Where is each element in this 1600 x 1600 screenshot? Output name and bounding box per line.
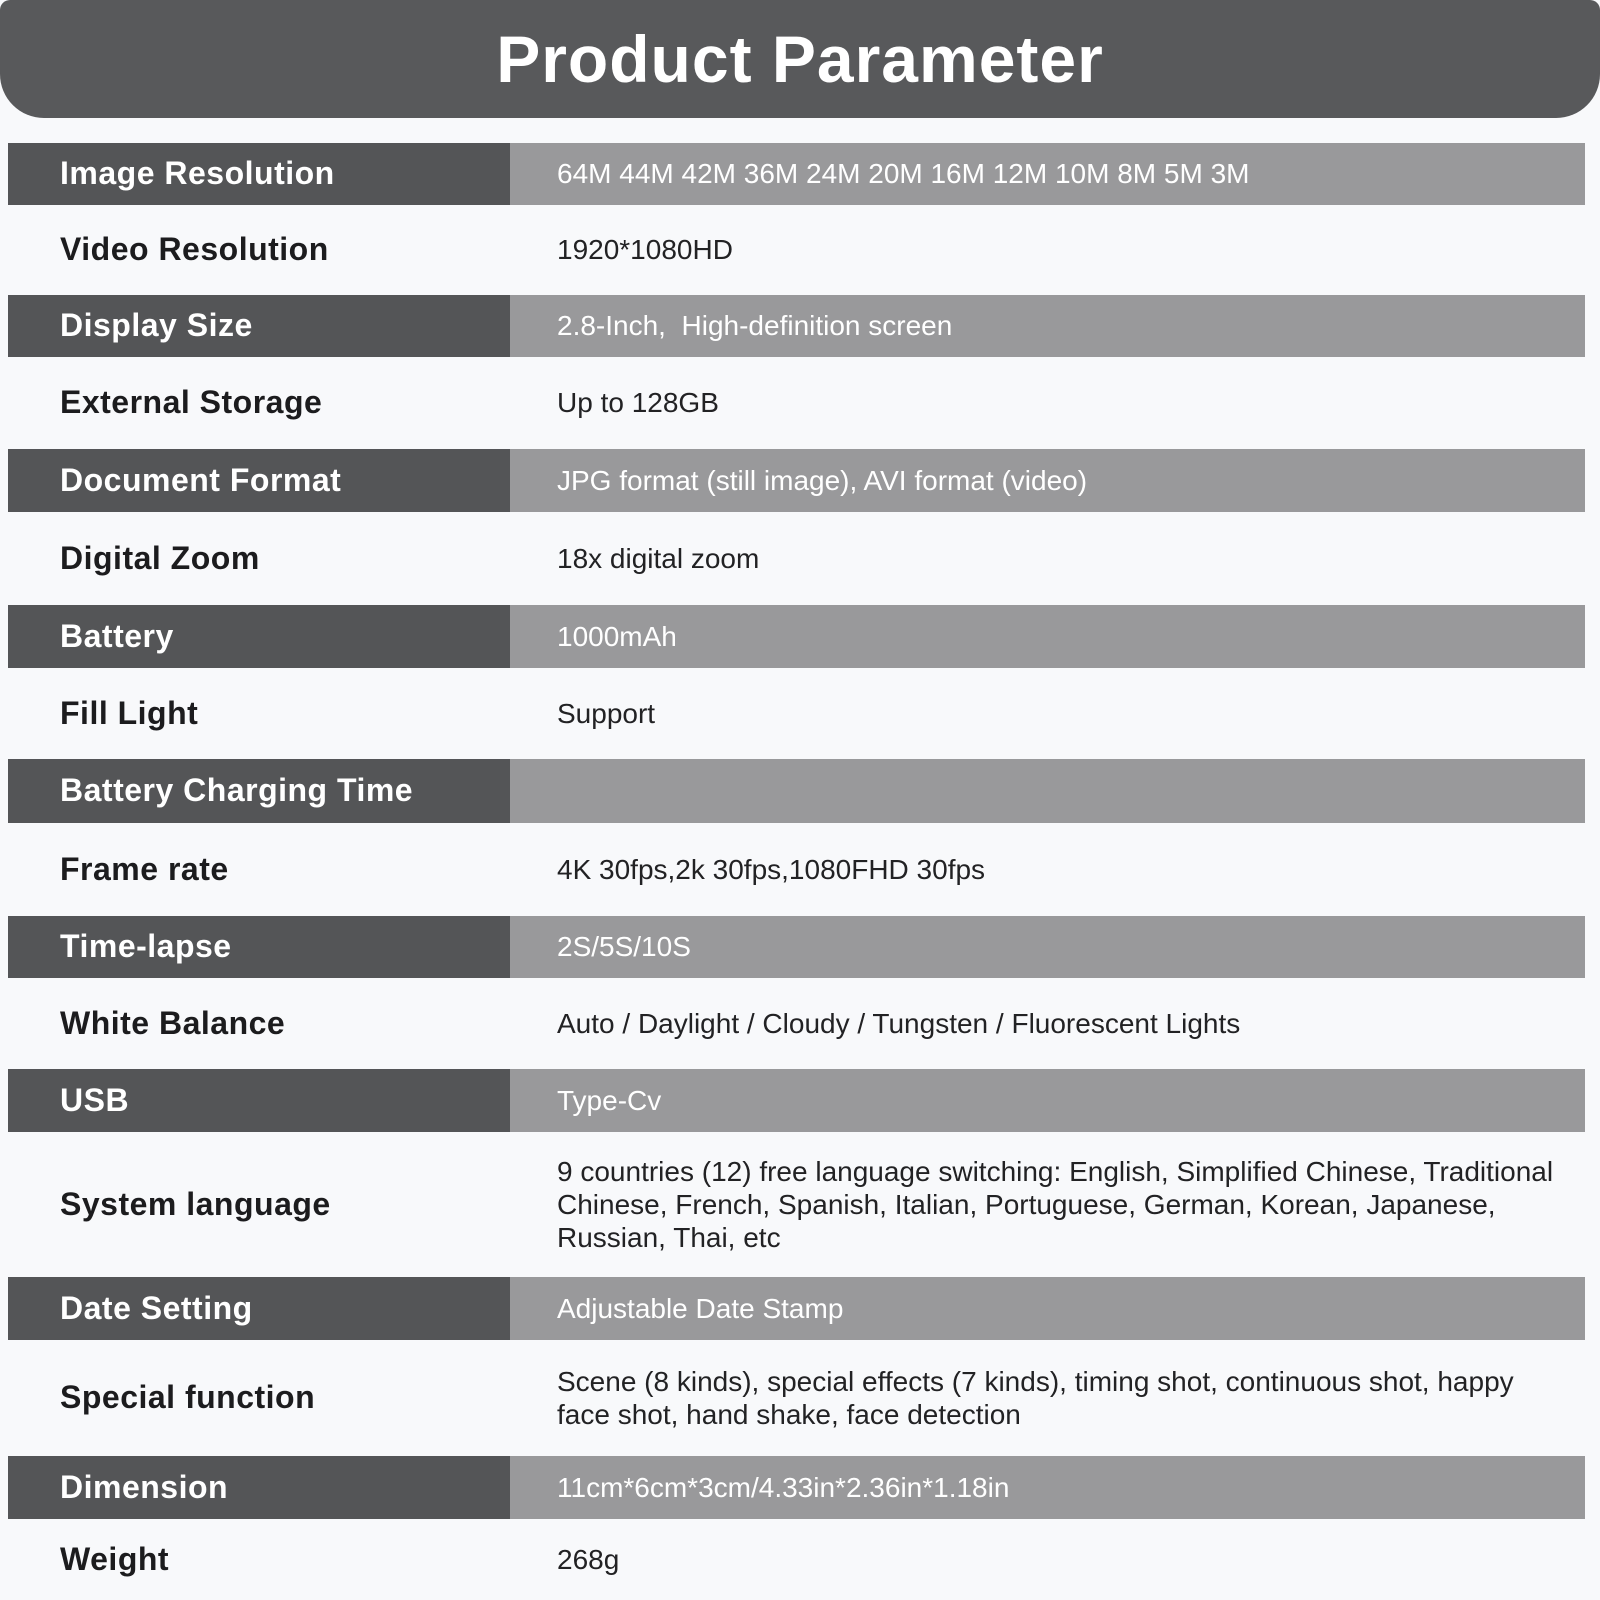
spec-value: 64M 44M 42M 36M 24M 20M 16M 12M 10M 8M 5M 3M bbox=[510, 143, 1585, 205]
spec-label: Fill Light bbox=[60, 694, 199, 731]
spec-row-date-setting bbox=[8, 1277, 1585, 1340]
spec-label: White Balance bbox=[60, 1004, 286, 1041]
spec-row-frame-rate bbox=[8, 823, 1585, 916]
spec-value: JPG format (still image), AVI format (video) bbox=[510, 449, 1585, 512]
spec-value: Auto / Daylight / Cloudy / Tungsten / Fluorescent Lights bbox=[557, 1007, 1241, 1039]
spec-row-time-lapse bbox=[8, 916, 1585, 978]
spec-value: 18x digital zoom bbox=[557, 542, 760, 574]
spec-row-image-resolution bbox=[8, 143, 1585, 205]
page-header bbox=[0, 0, 1600, 118]
spec-label: Frame rate bbox=[60, 850, 229, 887]
spec-value: 4K 30fps,2k 30fps,1080FHD 30fps bbox=[557, 853, 986, 885]
spec-label: Image Resolution bbox=[8, 143, 510, 205]
spec-table bbox=[0, 143, 1600, 1600]
spec-value: Adjustable Date Stamp bbox=[510, 1277, 1585, 1340]
spec-row-digital-zoom bbox=[8, 512, 1585, 605]
spec-row-white-balance bbox=[8, 978, 1585, 1069]
spec-label: Time-lapse bbox=[8, 916, 510, 978]
spec-value: Up to 128GB bbox=[557, 387, 719, 419]
spec-row-fill-light bbox=[8, 668, 1585, 759]
spec-row-battery-charging-time bbox=[8, 759, 1585, 823]
spec-label: Battery bbox=[8, 605, 510, 668]
spec-label: Weight bbox=[60, 1540, 170, 1577]
spec-label: Display Size bbox=[8, 295, 510, 357]
spec-label: Video Resolution bbox=[60, 231, 329, 268]
spec-row-special-function bbox=[8, 1340, 1585, 1456]
spec-value: 2.8-Inch, High-definition screen bbox=[510, 295, 1585, 357]
spec-label: Date Setting bbox=[8, 1277, 510, 1340]
spec-row-document-format bbox=[8, 449, 1585, 512]
spec-row-external-storage bbox=[8, 357, 1585, 449]
spec-label: Battery Charging Time bbox=[8, 759, 510, 823]
spec-label: Digital Zoom bbox=[60, 539, 260, 576]
spec-value: 2S/5S/10S bbox=[510, 916, 1585, 978]
spec-label: System language bbox=[60, 1185, 331, 1222]
spec-value: 268g bbox=[557, 1543, 620, 1575]
spec-label: External Storage bbox=[60, 384, 323, 421]
spec-row-dimension bbox=[8, 1456, 1585, 1519]
spec-value: Type-Cv bbox=[510, 1069, 1585, 1132]
spec-label: Special function bbox=[60, 1379, 316, 1416]
spec-value: Support bbox=[557, 697, 656, 729]
spec-value: Scene (8 kinds), special effects (7 kinds), timing shot, continuous shot, happy face shot, hand shake, face detection bbox=[557, 1365, 1514, 1430]
spec-row-weight bbox=[8, 1519, 1585, 1600]
spec-value: 11cm*6cm*3cm/4.33in*2.36in*1.18in bbox=[510, 1456, 1585, 1519]
page-title: Product Parameter bbox=[496, 22, 1104, 96]
spec-label: USB bbox=[8, 1069, 510, 1132]
spec-value: 1920*1080HD bbox=[557, 234, 733, 266]
spec-label: Dimension bbox=[8, 1456, 510, 1519]
spec-value bbox=[510, 759, 1585, 823]
spec-row-battery bbox=[8, 605, 1585, 668]
spec-value: 1000mAh bbox=[510, 605, 1585, 668]
spec-row-system-language bbox=[8, 1132, 1585, 1277]
spec-label: Document Format bbox=[8, 449, 510, 512]
spec-row-video-resolution bbox=[8, 205, 1585, 295]
spec-row-usb bbox=[8, 1069, 1585, 1132]
spec-row-display-size bbox=[8, 295, 1585, 357]
spec-value: 9 countries (12) free language switching: English, Simplified Chinese, Traditional Chinese, French, Spanish, Italian, Portuguese, German, Korean, Japanese, Russian, Thai, etc bbox=[557, 1155, 1554, 1254]
